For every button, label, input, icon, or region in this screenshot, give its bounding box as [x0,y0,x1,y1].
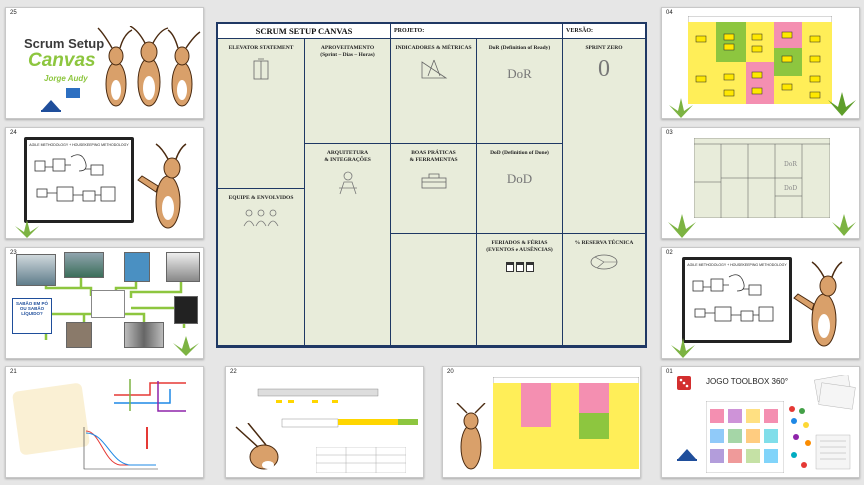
cell-spacer-left [391,234,477,346]
toolbox-icon [419,170,449,190]
cell-label: DoD (Definition of Done) [490,150,549,156]
plant-icon [668,338,698,358]
cell-sublabel: (Sprint – Dias – Horas) [320,52,375,58]
toolbox-image [12,382,90,455]
scrum-setup-canvas[interactable] [216,22,647,348]
cell-elevator-statement[interactable] [218,39,305,189]
antelope-head-icon [228,423,288,477]
plant-icon [826,92,858,116]
slide-title-line2: Canvas [28,50,96,71]
cell-dod[interactable] [477,144,563,234]
slide-number: 01 [666,369,673,375]
photo-drum [124,322,164,348]
process-sketch-icon [27,147,131,217]
legend-text [146,427,182,449]
slide-number: 20 [447,369,454,375]
cell-sublabel: & FERRAMENTAS [409,157,458,163]
photo-parts [66,322,92,348]
architect-icon [335,170,361,196]
slide-number: 24 [10,130,17,136]
slide-thumb-23[interactable] [5,247,204,359]
project-label: PROJETO: [391,24,563,39]
cell-sublabel: & INTEGRAÇÕES [324,157,371,163]
colored-canvas-icon [493,377,639,469]
game-board-icon [706,401,784,473]
slide-number: 02 [666,250,673,256]
cell-label: % RESERVA TÉCNICA [574,240,634,246]
canvas-title: SCRUM SETUP CANVAS [218,24,391,39]
photo-tank [124,252,150,282]
slide-title-line1: Scrum Setup [24,36,105,51]
slide-number: 03 [666,130,673,136]
slide-number: 22 [230,369,237,375]
cell-aproveitamento[interactable] [305,39,391,144]
plant-icon [666,98,696,118]
table-sketch-icon [316,447,406,473]
cell-label: EQUIPE & ENVOLVIDOS [228,195,294,201]
sprint-zero-big-text: 0 [598,56,610,82]
slide-thumb-25[interactable] [5,7,204,119]
slide-thumb-22[interactable] [225,366,424,478]
whiteboard-frame [24,137,134,223]
slide-number: 25 [10,10,17,16]
hub-box [91,290,125,318]
photo-device [174,296,198,324]
photo-pool [64,252,104,278]
ruler-compass-icon [420,58,448,80]
cards-icon [810,375,858,475]
slide-number: 21 [10,369,17,375]
cell-arquitetura[interactable] [305,144,391,346]
cell-reserva-tecnica[interactable] [563,234,645,346]
version-label: VERSÃO: [563,24,645,39]
cell-equipe[interactable] [218,189,305,346]
antelope-characters-icon [94,26,204,118]
whiteboard-header: AGILE METHODOLOGY + HOUSEKEEPING METHODOLOGY [29,143,129,147]
team-icon [241,208,281,228]
slide-thumb-02[interactable] [661,247,860,359]
photo-washer [16,254,56,286]
cell-label: APROVEITAMENTO [320,45,375,51]
cell-feriados[interactable] [477,234,563,346]
cell-label: BOAS PRÁTICAS [411,150,456,156]
cell-dor[interactable] [477,39,563,144]
slide-thumb-20[interactable] [442,366,641,478]
filled-canvas-icon [688,16,832,104]
svg-text:DoD: DoD [784,185,798,192]
whiteboard-frame [682,257,792,343]
slide-thumb-21[interactable] [5,366,204,478]
cell-sublabel: (EVENTOS e AUSÊNCIAS) [486,247,553,253]
pizza-icon [589,253,619,271]
detergent-badge: SABÃO EM PÓ OU SABÃO LÍQUIDO? [12,298,52,334]
antelope-character-icon [134,142,200,238]
calendar-icon [504,260,536,274]
logo-icon [676,447,698,461]
slide-number: 04 [666,10,673,16]
plant-icon [12,220,42,238]
svg-text:DoR: DoR [784,161,797,168]
dod-big-text: DoD [506,171,533,186]
whiteboard-header: AGILE METHODOLOGY + HOUSEKEEPING METHODOLOGY [687,263,787,267]
slide-thumb-03[interactable] [661,127,860,239]
slide-thumb-04[interactable] [661,7,860,119]
plant-icon [830,214,858,236]
slide-thumb-01[interactable] [661,366,860,478]
photo-machine [166,252,200,282]
plant-icon [170,336,202,356]
logo-icon [40,98,62,112]
cell-label: DoR (Definition of Ready) [488,45,551,51]
cell-label: ELEVATOR STATEMENT [228,45,294,51]
dice-icon [676,375,692,391]
slide-subtitle: Jorge Audy [44,74,88,83]
dor-big-text: DoR [507,66,532,81]
cell-indicadores[interactable] [391,39,477,144]
route-map-icon [110,375,190,415]
slide-thumb-24[interactable] [5,127,204,239]
elevator-icon [251,58,271,80]
plant-icon [666,214,698,238]
cell-sprint-zero[interactable] [563,39,645,234]
slide-number: 23 [10,250,17,256]
slide-title: JOGO TOOLBOX 360° [706,377,789,386]
cell-label: FERIADOS & FÉRIAS [491,240,548,246]
cell-boas-praticas[interactable] [391,144,477,234]
agile-badge-icon [66,88,80,98]
antelope-character-icon [790,260,856,356]
cell-label: INDICADORES & MÉTRICAS [395,45,472,51]
cell-label: SPRINT ZERO [585,45,623,51]
antelope-character-icon [445,403,495,477]
process-sketch-icon [685,267,789,337]
cell-label: ARQUITETURA [326,150,369,156]
blank-canvas-icon [694,138,830,218]
